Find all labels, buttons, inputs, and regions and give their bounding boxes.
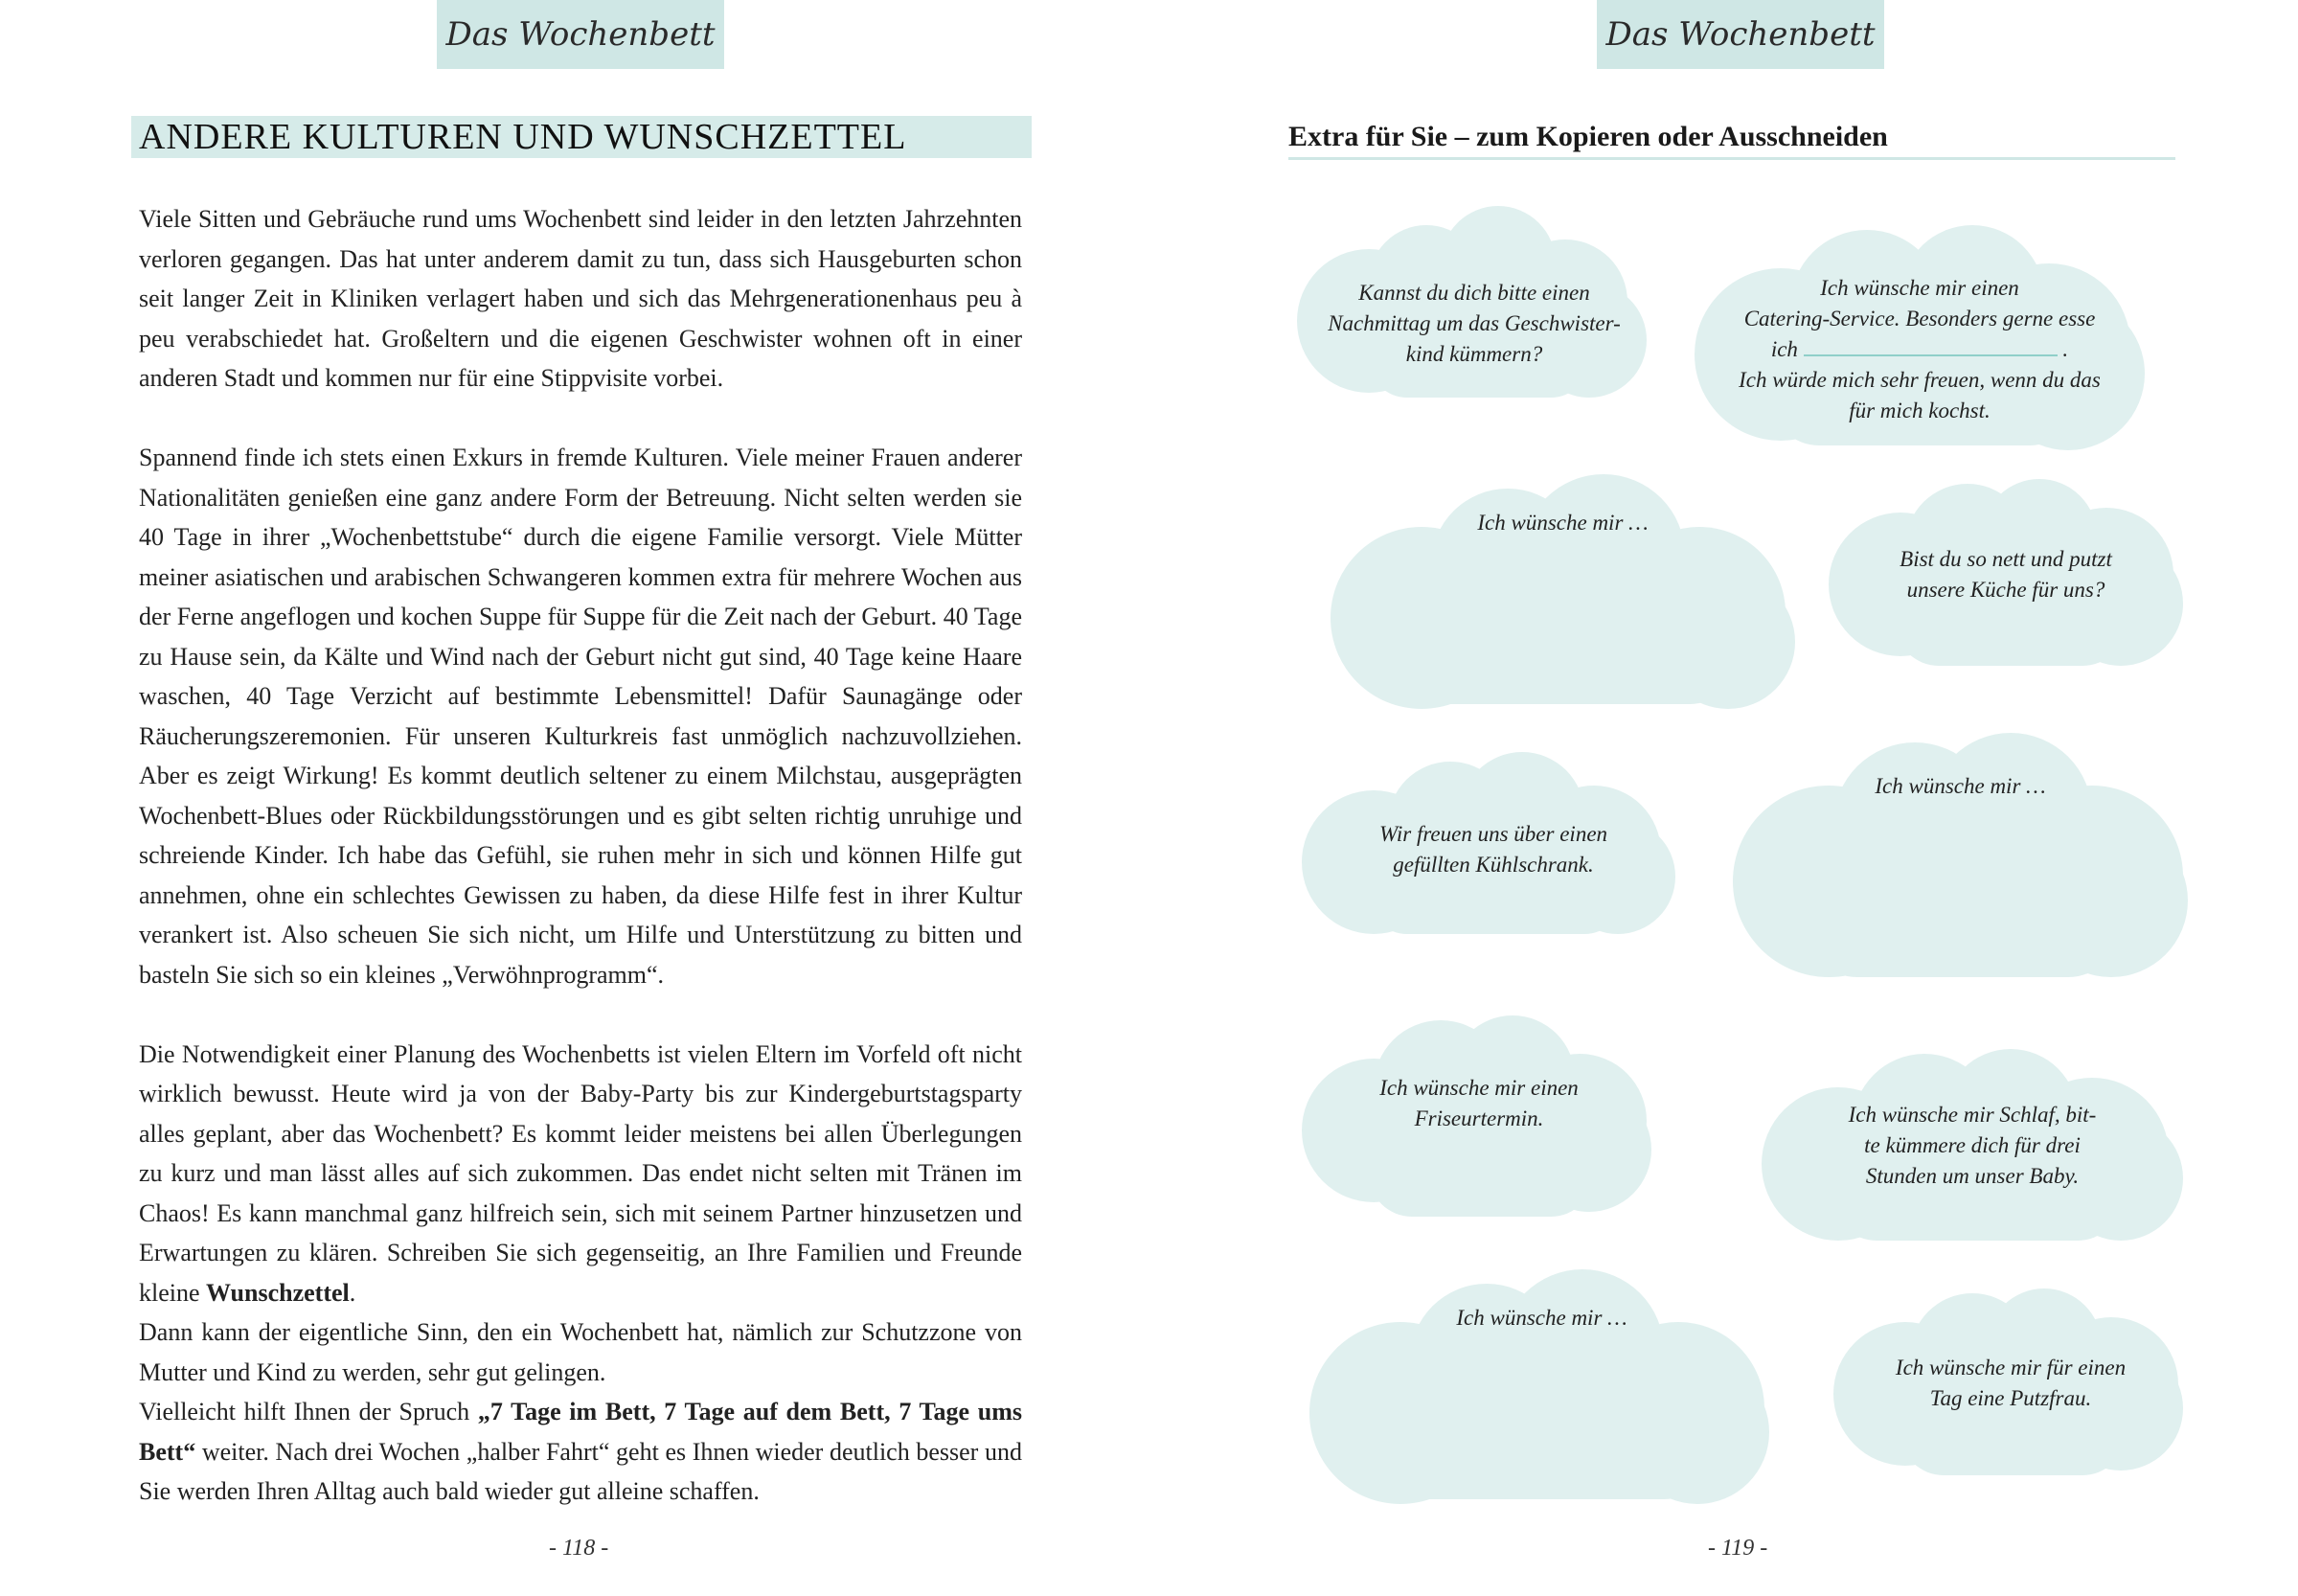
cloud-line: Friseurtermin. [1414,1106,1544,1130]
cloud-line: Stunden um unser Baby. [1865,1164,2080,1188]
paragraph-3-end: . [349,1278,356,1307]
cloud-line: Nachmittag um das Geschwister- [1328,311,1621,335]
cloud-text [1752,1100,2193,1192]
page-number-left: - 118 - [549,1536,609,1561]
section-title: ANDERE KULTUREN UND WUNSCHZETTEL [131,116,1032,158]
running-head-left: Das Wochenbett [437,0,724,69]
wish-cloud [1752,1039,2193,1245]
paragraph-3-text: Die Notwendigkeit einer Planung des Wochenbetts ist vielen Eltern im Vorfeld oft nicht wirklich bewusst. Heute wird ja von der Baby-Party bis zur Kindergeburtstagsparty alles geplant, aber das Wochenbett? Es kommt leider meistens bei allen Überlegungen zu kurz und man lässt alles auf sich zukommen. Das endet nicht selten mit Tränen im Chaos! Es kann manchmal ganz hilfreich sein, sich mit seinem Partner hinzusetzen und Erwartungen zu klären. Schreiben Sie sich gegenseitig, an Ihre Familien und Freunde kleine [139,1039,1022,1307]
paragraph-2: Spannend finde ich stets einen Exkurs in fremde Kulturen. Viele meiner Frauen anderer Nationalitäten genießen eine ganz andere Form der Betreuung. Nicht selten werden sie 40 Tage in ihrer „Wochenbettstube“ durch die eigene Familie versorgt. Viele Mütter meiner asiatischen und arabischen Schwangeren kommen extra für mehrere Wochen aus der Ferne angeflogen und kochen Suppe für Suppe für die Zeit nach der Geburt. 40 Tage zu Hause sein, da Kälte und Wind nach der Geburt nicht gut sind, 40 Tage keine Haare waschen, 40 Tage Verzicht auf bestimmte Lebensmittel! Dafür Saunagänge oder Räucherungszeremonien. Für unseren Kulturkreis fast unmöglich nachzuvollziehen. Aber es zeigt Wirkung! Es kommt deutlich seltener zu einem Milchstau, ausgeprägten Wochenbett-Blues oder Rückbildungsstörungen und es gibt selten richtig unruhige und schreiende Kinder. Ich habe das Gefühl, sie ruhen mehr in sich und können Hilfe gut annehmen, ohne ein schlechtes Gewissen zu haben, da diese Hilfe fest in ihrer Kultur verankert ist. Also scheuen Sie sich nicht, um Hilfe und Unterstützung zu bitten und basteln Sie sich so ein kleines „Verwöhnprogramm“. [139,444,1022,989]
cloud-line: Kannst du dich bitte einen [1358,281,1590,305]
cloud-line: unsere Küche für uns? [1906,578,2105,602]
cloud-text [1292,278,1656,370]
paragraph-5-bold: „7 Tage im Bett, 7 Tage auf dem Bett, 7 Tage ums Bett“ [139,1398,1022,1466]
cloud-line: Bist du so nett und putzt [1900,547,2112,571]
paragraph-5 [139,1392,1022,1512]
cloud-line: Ich wünsche mir … [1456,1306,1627,1330]
paragraph-1: Viele Sitten und Gebräuche rund ums Wochenbett sind leider in den letzten Jahrzehnten verloren gegangen. Das hat unter anderem damit zu tun, dass sich Hausgeburten schon seit langer Zeit in Kliniken verlagert haben und sich das Mehrgenerationenhaus peu à peu verabschiedet hat. Großeltern und die eigenen Geschwister wohnen oft in einer anderen Stadt und kommen nur für eine Stippvisite vorbei. [139,205,1022,392]
cloud-text [1297,1073,1661,1134]
wish-cloud [1316,474,1809,709]
cloud-line: Ich wünsche mir einen [1820,276,2019,300]
cloud-line: Catering-Service. Besonders gerne esse [1743,307,2096,331]
cloud-line: Ich wünsche mir einen [1379,1076,1579,1100]
cloud-line: kind kümmern? [1405,342,1543,366]
cloud-line: te kümmere dich für drei [1864,1133,2081,1157]
wish-cloud [1685,220,2154,455]
cloud-line: Wir freuen uns über einen [1378,822,1608,846]
cloud-text [1824,544,2188,605]
cloud-text [1829,1353,2193,1414]
cloud-shape [1728,728,2193,982]
cloud-text [1300,1303,1784,1334]
cloud-text [1316,508,1809,538]
wish-cloud [1297,996,1661,1226]
wish-cloud [1824,469,2188,675]
cloud-text [1685,273,2154,426]
right-page [1149,0,2298,1596]
cloud-text [1297,819,1690,880]
wish-cloud [1292,206,1656,412]
page-number-right: - 119 - [1708,1536,1768,1561]
paragraph-4: Dann kann der eigentliche Sinn, den ein Wochenbett hat, nämlich zur Schutzzone von Mutter und Kind zu werden, sehr gut gelingen. [139,1318,1022,1386]
cloud-line: gefüllten Kühlschrank. [1393,853,1594,877]
cloud-line: Ich wünsche mir … [1477,511,1649,535]
running-head-right: Das Wochenbett [1597,0,1884,69]
cloud-line [1685,334,2154,365]
wish-cloud [1728,728,2193,982]
cloud-line-prefix: ich [1770,337,1798,361]
paragraph-3 [139,1035,1022,1313]
subtitle: Extra für Sie – zum Kopieren oder Ausschneiden [1288,121,2175,160]
cloud-line: Tag eine Putzfrau. [1929,1386,2092,1410]
wish-cloud [1829,1274,2193,1480]
wish-cloud [1300,1269,1784,1504]
cloud-line: für mich kochst. [1849,399,1991,422]
cloud-line: Ich wünsche mir für einen [1895,1356,2127,1379]
paragraph-5-start: Vielleicht hilft Ihnen der Spruch [139,1398,478,1425]
cloud-line: Ich wünsche mir … [1875,774,2046,798]
cloud-line-suffix: . [2062,337,2069,361]
blank-line[interactable] [1804,335,2058,356]
paragraph-3-bold: Wunschzettel [206,1278,350,1307]
cloud-text [1728,771,2193,802]
cloud-line: Ich wünsche mir Schlaf, bit- [1848,1103,2097,1127]
body-text [139,199,1022,1512]
paragraph-5-end: weiter. Nach drei Wochen „halber Fahrt“ geht es Ihnen wieder deutlich besser und Sie werden Ihren Alltag auch bald wieder gut alleine schaffen. [139,1437,1022,1505]
cloud-line: Ich würde mich sehr freuen, wenn du das [1739,368,2101,392]
wish-cloud [1297,742,1690,939]
